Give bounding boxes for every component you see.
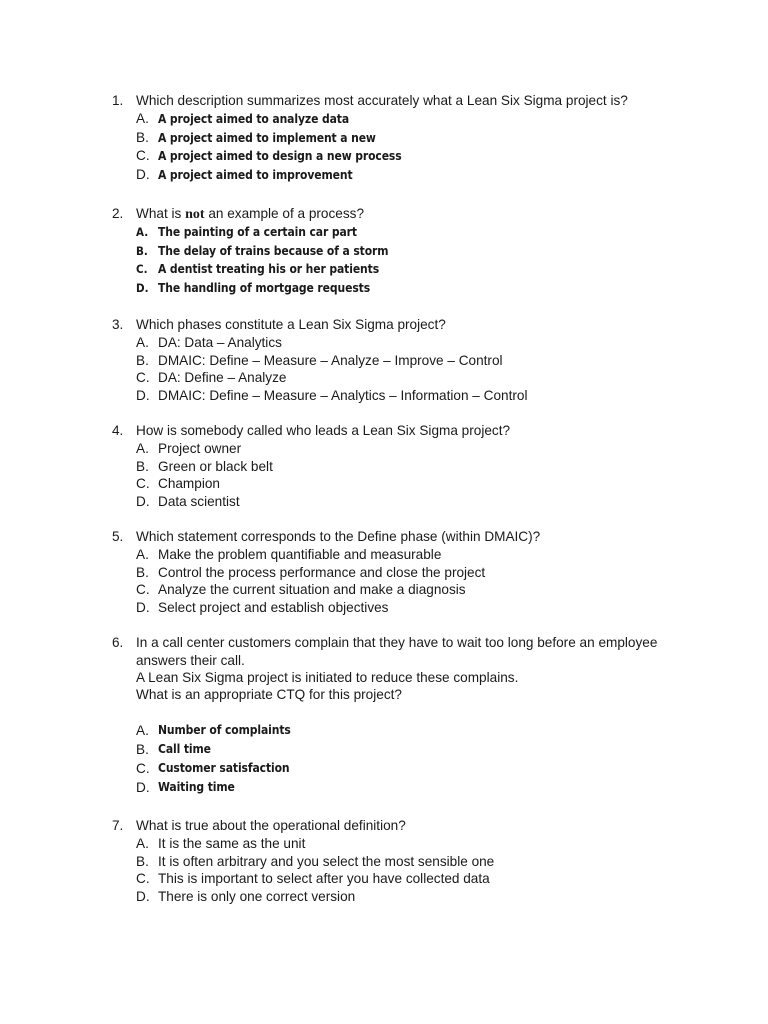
option-text: Customer satisfaction — [158, 761, 290, 775]
question-text: In a call center customers complain that they have to wait too long before an employee — [136, 635, 658, 650]
option-letter: A. — [136, 225, 149, 239]
option-a — [112, 546, 712, 564]
option-c — [112, 475, 712, 493]
option-letter: C. — [136, 148, 150, 164]
option-c — [112, 147, 712, 166]
question-5-line — [112, 528, 712, 546]
option-c — [112, 369, 712, 387]
option-letter: A. — [136, 441, 149, 456]
question-2-line — [112, 205, 712, 223]
option-letter: B. — [136, 352, 149, 368]
option-a — [112, 440, 712, 458]
option-text: A project aimed to implement a new — [158, 130, 376, 145]
option-letter: D. — [136, 780, 150, 795]
option-a — [112, 223, 712, 242]
option-letter: A. — [136, 335, 149, 350]
option-c — [112, 581, 712, 599]
option-letter: A. — [136, 723, 149, 738]
question-7 — [112, 817, 712, 905]
question-text: How is somebody called who leads a Lean Six Sigma project? — [136, 423, 511, 438]
question-text: Which description summarizes most accurately what a Lean Six Sigma project is? — [136, 93, 628, 108]
option-text: Call time — [158, 742, 211, 756]
option-b — [112, 242, 712, 261]
question-continuation: A Lean Six Sigma project is initiated to reduce these complains. — [136, 670, 519, 685]
option-text: Waiting time — [158, 780, 235, 794]
option-c — [112, 870, 712, 888]
question-6-line — [112, 634, 712, 652]
option-letter: D. — [136, 387, 150, 403]
option-letter: D. — [136, 280, 149, 295]
option-text: Make the problem quantifiable and measurable — [158, 547, 442, 562]
option-letter: D. — [136, 888, 150, 904]
question-number: 1. — [112, 93, 124, 108]
option-a — [112, 721, 712, 740]
question-number: 2. — [112, 206, 124, 221]
option-b — [112, 740, 712, 759]
option-letter: B. — [136, 564, 149, 580]
blank-line — [112, 703, 712, 721]
option-letter: D. — [136, 599, 150, 615]
option-letter: D. — [136, 166, 150, 182]
question-2 — [112, 205, 712, 297]
option-c — [112, 759, 712, 778]
option-letter: B. — [136, 458, 149, 474]
option-text: Data scientist — [158, 493, 240, 509]
option-text: A project aimed to improvement — [158, 167, 353, 182]
option-text: DA: Define – Analyze — [158, 370, 287, 386]
question-4 — [112, 422, 712, 510]
option-d — [112, 493, 712, 511]
option-text: A dentist treating his or her patients — [158, 262, 380, 277]
option-letter: C. — [136, 582, 150, 598]
option-text: This is important to select after you have collected data — [158, 871, 490, 887]
question-text-before: What is — [136, 206, 182, 221]
option-a — [112, 110, 712, 129]
question-text-after: an example of a process? — [208, 206, 365, 221]
option-c — [112, 260, 712, 279]
option-letter: A. — [136, 111, 149, 126]
question-number: 5. — [112, 529, 124, 544]
question-3-line — [112, 316, 712, 334]
option-b — [112, 352, 712, 370]
option-b — [112, 129, 712, 148]
question-number: 6. — [112, 635, 124, 650]
option-d — [112, 166, 712, 185]
option-text: Number of complaints — [158, 723, 291, 737]
option-letter: A. — [136, 547, 149, 562]
question-6 — [112, 634, 712, 797]
option-letter: C. — [136, 761, 150, 776]
emphasis-not: not — [185, 207, 205, 222]
option-text: Champion — [158, 476, 220, 492]
option-text: Analyze the current situation and make a diagnosis — [158, 582, 466, 598]
option-text: Control the process performance and close the project — [158, 564, 486, 580]
question-1 — [112, 92, 712, 184]
option-letter: C. — [136, 476, 150, 492]
option-text: Green or black belt — [158, 458, 273, 474]
option-letter: D. — [136, 493, 150, 509]
question-text — [136, 205, 364, 224]
question-text: What is true about the operational definition? — [136, 818, 406, 833]
question-number: 3. — [112, 317, 124, 332]
question-4-line — [112, 422, 712, 440]
option-letter: A. — [136, 836, 149, 851]
option-text: Project owner — [158, 441, 242, 456]
option-d — [112, 888, 712, 906]
option-d — [112, 279, 712, 298]
question-3 — [112, 316, 712, 404]
option-text: The painting of a certain car part — [158, 225, 357, 239]
option-text: The handling of mortgage requests — [158, 280, 371, 295]
option-a — [112, 835, 712, 853]
option-text: A project aimed to design a new process — [158, 149, 402, 164]
question-continuation: What is an appropriate CTQ for this project? — [136, 687, 402, 702]
question-number: 4. — [112, 423, 124, 438]
question-5 — [112, 528, 712, 616]
option-text: The delay of trains because of a storm — [158, 243, 389, 258]
option-letter: C. — [136, 262, 148, 277]
option-text: A project aimed to analyze data — [158, 112, 350, 126]
option-text: DA: Data – Analytics — [158, 335, 282, 350]
question-text: Which statement corresponds to the Define phase (within DMAIC)? — [136, 529, 541, 544]
question-continuation: answers their call. — [136, 653, 245, 668]
option-b — [112, 458, 712, 476]
question-1-line — [112, 92, 712, 110]
option-letter: B. — [136, 243, 148, 258]
option-letter: B. — [136, 129, 149, 145]
option-letter: B. — [136, 742, 149, 757]
option-text: There is only one correct version — [158, 888, 356, 904]
option-d — [112, 778, 712, 797]
option-letter: C. — [136, 370, 150, 386]
option-a — [112, 334, 712, 352]
option-text: It is often arbitrary and you select the most sensible one — [158, 853, 495, 869]
option-letter: B. — [136, 853, 149, 869]
option-b — [112, 853, 712, 871]
option-text: Select project and establish objectives — [158, 599, 389, 615]
question-7-line — [112, 817, 712, 835]
option-d — [112, 599, 712, 617]
option-text: DMAIC: Define – Measure – Analyze – Improve – Control — [158, 352, 503, 368]
option-d — [112, 387, 712, 405]
option-letter: C. — [136, 871, 150, 887]
question-number: 7. — [112, 818, 124, 833]
option-b — [112, 564, 712, 582]
question-text: Which phases constitute a Lean Six Sigma project? — [136, 317, 446, 332]
option-text: DMAIC: Define – Measure – Analytics – Information – Control — [158, 387, 528, 403]
option-text: It is the same as the unit — [158, 836, 306, 851]
